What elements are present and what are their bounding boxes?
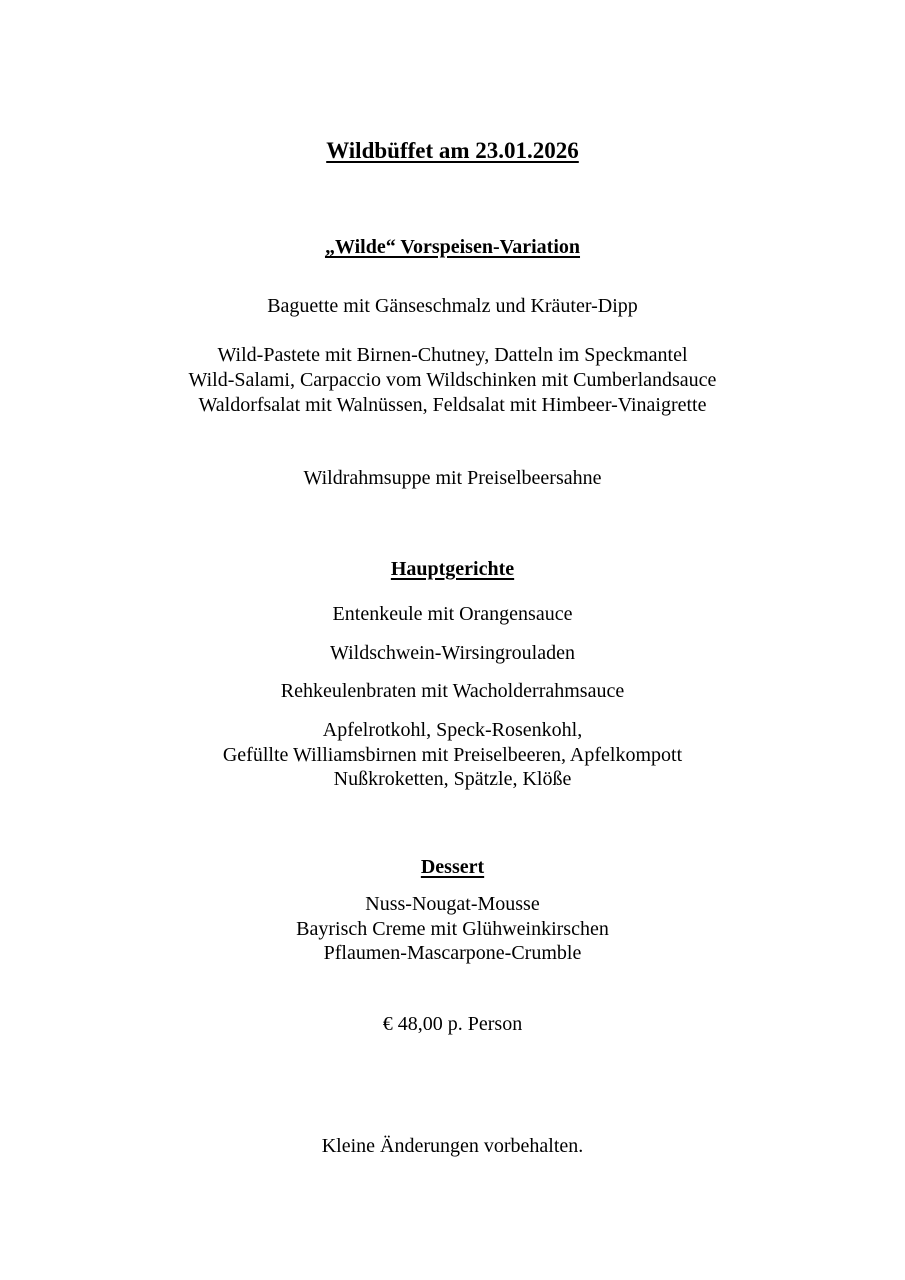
footer-note: Kleine Änderungen vorbehalten.: [321, 1135, 584, 1157]
menu-item: Pflaumen-Mascarpone-Crumble: [323, 942, 582, 964]
menu-item: Apfelrotkohl, Speck-Rosenkohl,: [322, 719, 583, 741]
dessert-heading: Dessert: [420, 856, 485, 878]
menu-item: Gefüllte Williamsbirnen mit Preiselbeeren, Apfelkompott: [222, 744, 683, 766]
price-text: € 48,00 p. Person: [382, 1013, 523, 1035]
menu-item: Rehkeulenbraten mit Wacholderrahmsauce: [280, 680, 625, 702]
menu-item: Nuss-Nougat-Mousse: [365, 893, 540, 915]
menu-item: Nußkroketten, Spätzle, Klöße: [333, 768, 572, 790]
menu-item: Wild-Pastete mit Birnen-Chutney, Datteln im Speckmantel: [217, 344, 688, 366]
menu-item: Baguette mit Gänseschmalz und Kräuter-Dipp: [267, 295, 638, 317]
mains-heading: Hauptgerichte: [390, 558, 515, 580]
menu-item: Wild-Salami, Carpaccio vom Wildschinken mit Cumberlandsauce: [188, 369, 717, 391]
menu-item: Entenkeule mit Orangensauce: [332, 603, 573, 625]
menu-item: Bayrisch Creme mit Glühweinkirschen: [296, 918, 609, 940]
starters-heading: „Wilde“ Vorspeisen-Variation: [324, 236, 581, 258]
menu-item: Wildrahmsuppe mit Preiselbeersahne: [303, 467, 602, 489]
menu-title: Wildbüffet am 23.01.2026: [326, 138, 579, 163]
menu-item: Wildschwein-Wirsingrouladen: [330, 642, 575, 664]
menu-item: Waldorfsalat mit Walnüssen, Feldsalat mit Himbeer-Vinaigrette: [198, 394, 707, 416]
